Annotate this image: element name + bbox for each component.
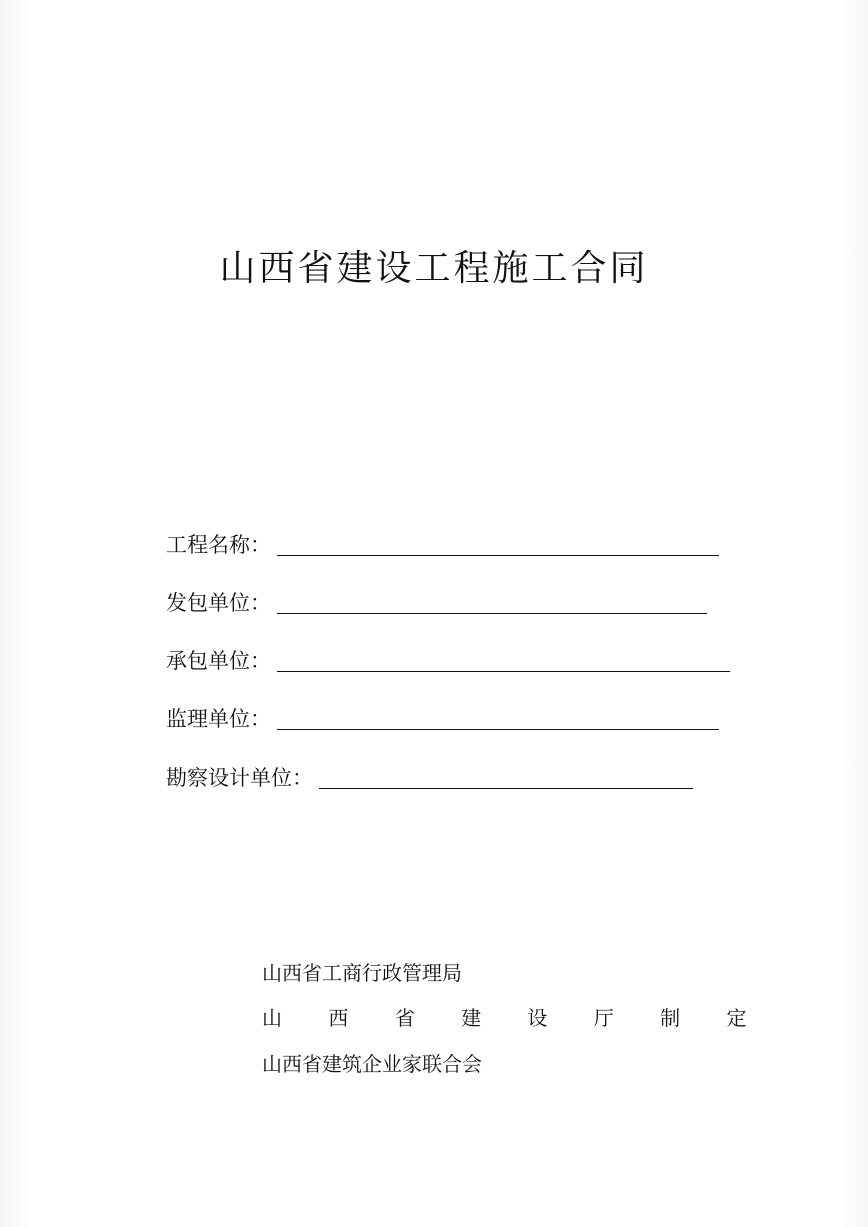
document-title: 山西省建设工程施工合同 (219, 248, 649, 289)
project-name-blank[interactable] (277, 529, 719, 556)
project-name-field (166, 526, 719, 560)
contractor-label: 承包单位： (166, 649, 271, 673)
employer-blank[interactable] (277, 587, 707, 614)
issuer-line-1: 山西省工商行政管理局 (262, 961, 462, 985)
survey-design-label: 勘察设计单位： (166, 766, 313, 790)
supervisor-label: 监理单位： (166, 707, 271, 731)
employer-label: 发包单位： (166, 591, 271, 615)
contractor-field (166, 642, 730, 676)
issuer-line-2: 山 西 省 建 设 厅 制 定 (262, 1006, 767, 1030)
survey-design-blank[interactable] (319, 762, 693, 789)
employer-field (166, 584, 707, 618)
supervisor-field (166, 700, 719, 734)
issuer-line-3: 山西省建筑企业家联合会 (262, 1052, 482, 1076)
supervisor-blank[interactable] (277, 703, 719, 730)
contractor-blank[interactable] (277, 645, 730, 672)
survey-design-field (166, 759, 693, 793)
project-name-label: 工程名称： (166, 533, 271, 557)
